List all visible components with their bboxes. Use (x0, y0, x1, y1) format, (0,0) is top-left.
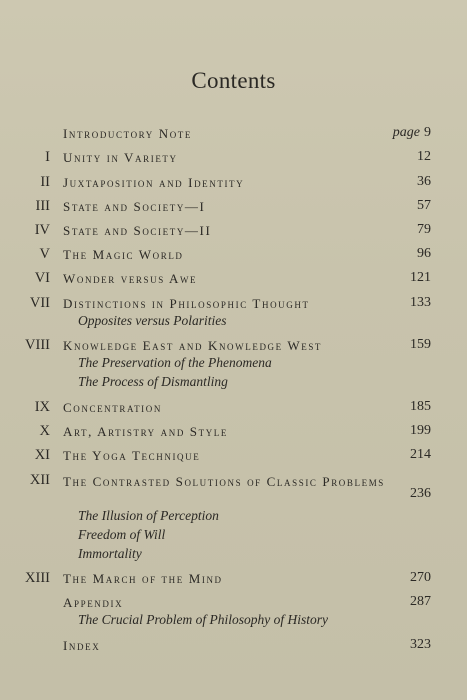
chapter-number: IX (34, 399, 50, 415)
toc-chapter-12 (0, 472, 467, 501)
chapter-title: Concentration (63, 400, 162, 415)
page-title: Contents (191, 68, 276, 93)
chapter-title: The Magic World (63, 247, 184, 262)
toc-page-number (393, 125, 431, 141)
chapter-number: IV (34, 222, 50, 238)
toc-page-number: 287 (410, 594, 431, 609)
toc-chapter-2 (0, 174, 467, 194)
toc-chapter-5 (0, 246, 467, 266)
toc-chapter-8 (0, 337, 467, 357)
toc-page-number: 36 (417, 174, 431, 189)
toc-page-number: 12 (417, 149, 431, 164)
toc-page-number: 323 (410, 637, 431, 652)
toc-chapter-3 (0, 198, 467, 218)
toc-page-number: 185 (410, 399, 431, 414)
chapter-title: Knowledge East and Knowledge West (63, 338, 323, 353)
chapter-title: Distinctions in Philosophic Thought (63, 296, 310, 311)
toc-entry-appendix (0, 594, 467, 614)
toc-entry-introductory-note (0, 125, 467, 145)
toc-page-number: 199 (410, 423, 431, 438)
chapter-title: The Yoga Technique (63, 448, 201, 463)
toc-subentry: The Preservation of the Phenomena (78, 355, 272, 370)
chapter-title: Wonder versus Awe (63, 271, 198, 286)
toc-chapter-6 (0, 270, 467, 290)
toc-subentry: Freedom of Will (78, 527, 166, 542)
chapter-title: Unity in Variety (63, 150, 178, 165)
toc-chapter-1 (0, 149, 467, 169)
chapter-number: III (35, 198, 50, 214)
chapter-number: X (39, 423, 50, 439)
chapter-number: V (39, 246, 50, 262)
toc-entry-label: Introductory Note (63, 126, 193, 141)
toc-chapter-9 (0, 399, 467, 419)
toc-page-number: 270 (410, 570, 431, 585)
toc-chapter-10 (0, 423, 467, 443)
chapter-title: The March of the Mind (63, 571, 223, 586)
chapter-number: I (45, 149, 50, 165)
toc-page-number: 236 (410, 486, 431, 501)
toc-subentry: Immortality (78, 546, 142, 561)
toc-page-number: 133 (410, 295, 431, 310)
toc-chapter-11 (0, 447, 467, 467)
chapter-number: VII (29, 295, 50, 311)
toc-chapter-4 (0, 222, 467, 242)
chapter-title: Art, Artistry and Style (63, 424, 229, 439)
chapter-title: State and Society—II (63, 223, 212, 238)
chapter-number: VIII (25, 337, 50, 353)
toc-page-number: 121 (410, 270, 431, 285)
toc-subentry: Opposites versus Polarities (78, 313, 227, 328)
toc-page-number: 214 (410, 447, 431, 462)
toc-subentry: The Crucial Problem of Philosophy of History (78, 612, 328, 627)
toc-chapter-7 (0, 295, 467, 315)
page-prefix: page (392, 125, 420, 140)
chapter-number: XII (29, 472, 50, 488)
chapter-number: XIII (25, 570, 50, 586)
toc-page-number: 79 (417, 222, 431, 237)
toc-page-number: 57 (417, 198, 431, 213)
toc-entry-label: Appendix (63, 595, 124, 610)
toc-page-number: 159 (410, 337, 431, 352)
toc-page-number: 96 (417, 246, 431, 261)
page-number-value: 9 (424, 125, 431, 140)
toc-subentry: The Process of Dismantling (78, 374, 228, 389)
toc-entry-label: Index (63, 638, 101, 653)
chapter-number: XI (34, 447, 50, 463)
chapter-title: The Contrasted Solutions of Classic Problems (63, 474, 385, 489)
chapter-number: VI (34, 270, 50, 286)
toc-subentry: The Illusion of Perception (78, 508, 219, 523)
chapter-title: Juxtaposition and Identity (63, 175, 245, 190)
chapter-title: State and Society—I (63, 199, 206, 214)
chapter-number: II (40, 174, 50, 190)
toc-chapter-13 (0, 570, 467, 590)
toc-entry-index (0, 637, 467, 657)
